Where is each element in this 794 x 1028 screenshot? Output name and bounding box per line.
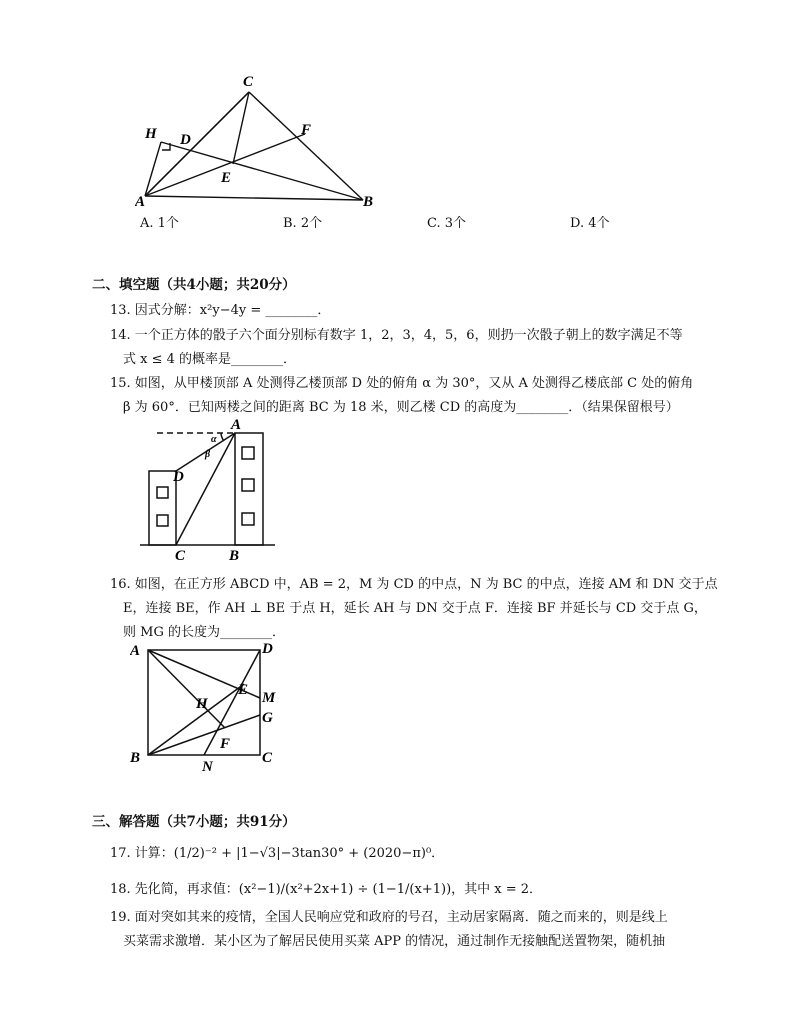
q16-label-d: D: [262, 641, 273, 657]
q14-text-line2: 式 x ≤ 4 的概率是________．: [123, 352, 297, 367]
q16-text-line1: 16. 如图，在正方形 ABCD 中，AB = 2，M 为 CD 的中点，N 为 BC 的中点，连接 AM 和 DN 交于点: [110, 577, 718, 592]
q12-option-d: D. 4个: [570, 216, 610, 231]
q12-option-b: B. 2个: [283, 216, 323, 231]
q15-text-line1: 15. 如图，从甲楼顶部 A 处测得乙楼顶部 D 处的俯角 α 为 30°，又从 A 处测得乙楼底部 C 处的俯角: [110, 376, 694, 391]
q16-label-b: B: [130, 750, 141, 766]
section2-title: 二、填空题（共4小题；共20分）: [92, 277, 296, 293]
q16-label-c: C: [262, 750, 273, 766]
q15-label-d: D: [173, 469, 184, 485]
q16-label-m: M: [262, 690, 276, 706]
section3-title: 三、解答题（共7小题；共91分）: [92, 814, 296, 830]
q12-label-h: H: [145, 126, 157, 142]
q15-buildings-figure: [135, 415, 280, 563]
q12-label-a: A: [135, 194, 146, 210]
q15-label-a: A: [231, 417, 242, 433]
q16-text-line2: E，连接 BE，作 AH ⊥ BE 于点 H，延长 AH 与 DN 交于点 F．连接 BF 并延长与 CD 交于点 G，: [123, 601, 707, 616]
q12-triangle-figure: [135, 70, 385, 210]
q15-label-alpha: α: [211, 434, 217, 445]
q12-option-a: A. 1个: [140, 216, 179, 231]
q19-text-line2: 买菜需求激增．某小区为了解居民使用买菜 APP 的情况，通过制作无接触配送置物架，随机抽: [123, 934, 666, 949]
q12-label-f: F: [301, 122, 312, 138]
q12-label-e: E: [221, 170, 232, 186]
q16-square-figure: [130, 640, 290, 775]
q12-label-b: B: [363, 194, 374, 210]
q15-text-line2: β 为 60°．已知两楼之间的距离 BC 为 18 米，则乙楼 CD 的高度为________．（结果保留根号）: [123, 400, 679, 415]
q12-label-c: C: [243, 74, 254, 90]
q16-label-a: A: [130, 643, 141, 659]
q15-label-b: B: [229, 548, 240, 563]
q16-label-n: N: [202, 759, 213, 775]
q15-label-beta: β: [205, 449, 211, 460]
q19-text-line1: 19. 面对突如其来的疫情，全国人民响应党和政府的号召，主动居家隔离．随之而来的，则是线上: [110, 910, 668, 925]
q16-label-g: G: [262, 710, 273, 726]
q17-text: 17. 计算：(1/2)⁻² + |1−√3|−3tan30° + (2020−π)⁰．: [110, 846, 445, 861]
q14-text-line1: 14. 一个正方体的骰子六个面分别标有数字 1，2，3，4，5，6，则扔一次骰子朝上的数字满足不等: [110, 328, 683, 343]
q15-label-c: C: [175, 548, 186, 563]
q12-label-d: D: [180, 132, 191, 148]
q16-label-e: E: [238, 682, 249, 698]
q16-label-f: F: [220, 736, 231, 752]
q16-text-line3: 则 MG 的长度为________．: [123, 625, 285, 640]
q12-option-c: C. 3个: [427, 216, 467, 231]
q18-text: 18. 先化简，再求值：(x²−1)/(x²+2x+1) ÷ (1−1/(x+1))，其中 x = 2．: [110, 882, 543, 897]
q16-label-h: H: [196, 696, 208, 712]
q13-text: 13. 因式分解：x²y−4y = ________．: [110, 303, 331, 318]
